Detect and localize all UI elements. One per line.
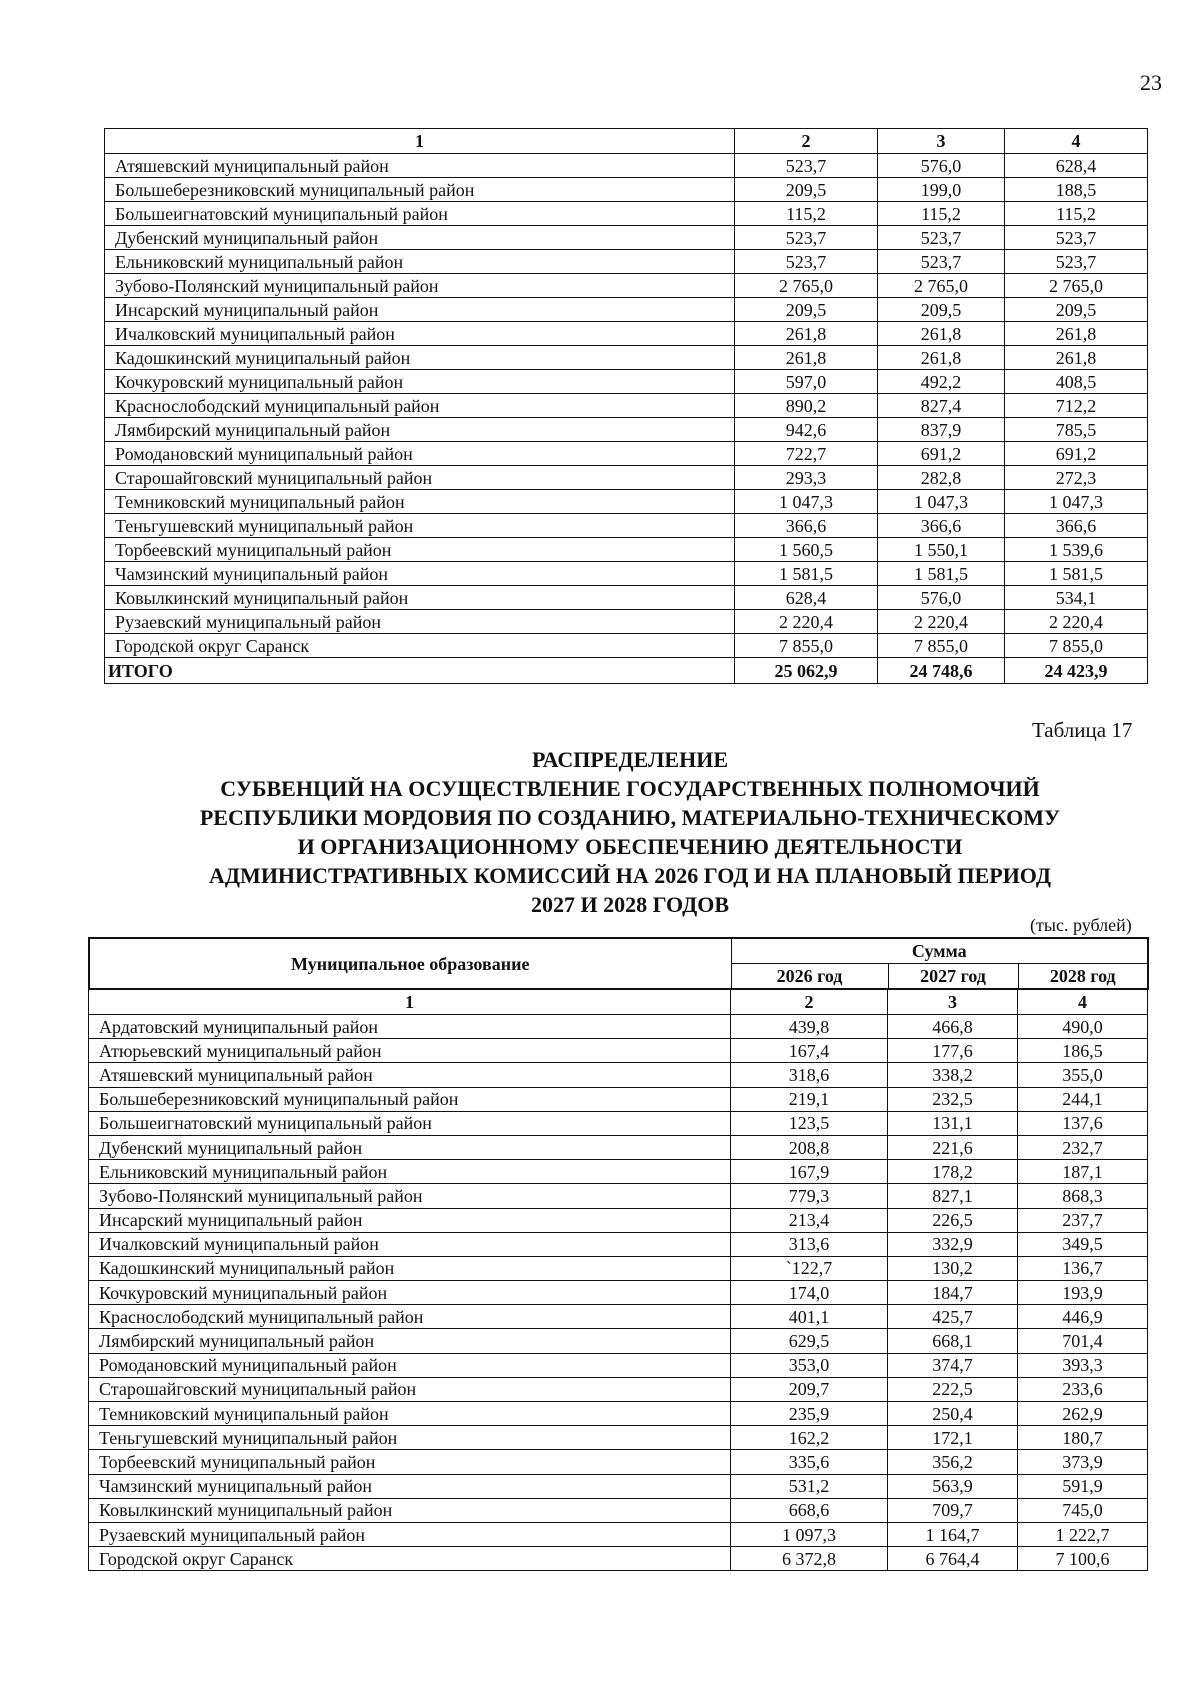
table-row: [105, 370, 1148, 394]
amount-cell: 115,2: [878, 202, 1005, 226]
amount-cell: 531,2: [731, 1474, 888, 1498]
amount-cell: 261,8: [735, 346, 878, 370]
municipality-name: Зубово-Полянский муниципальный район: [105, 274, 735, 298]
title-line: 2027 И 2028 ГОДОВ: [531, 892, 729, 917]
amount-cell: 178,2: [888, 1160, 1018, 1184]
table-row: [89, 1498, 1148, 1522]
municipality-name: Атяшевский муниципальный район: [105, 154, 735, 178]
amount-cell: 261,8: [878, 346, 1005, 370]
header-year: 2028 год: [1018, 964, 1148, 990]
amount-cell: 233,6: [1018, 1377, 1148, 1401]
title-line: РЕСПУБЛИКИ МОРДОВИЯ ПО СОЗДАНИЮ, МАТЕРИАЛЬНО-ТЕХНИЧЕСКОМУ: [199, 805, 1061, 830]
municipality-name: Большеигнатовский муниципальный район: [89, 1111, 731, 1135]
amount-cell: `122,7: [731, 1256, 888, 1280]
amount-cell: 691,2: [878, 442, 1005, 466]
amount-cell: 1 581,5: [878, 562, 1005, 586]
amount-cell: 2 220,4: [1005, 610, 1148, 634]
amount-cell: 318,6: [731, 1063, 888, 1087]
amount-cell: 174,0: [731, 1281, 888, 1305]
table-row: [105, 538, 1148, 562]
amount-cell: 523,7: [1005, 226, 1148, 250]
title-line: АДМИНИСТРАТИВНЫХ КОМИССИЙ НА 2026 ГОД И НА ПЛАНОВЫЙ ПЕРИОД: [209, 863, 1051, 888]
table-row: [105, 634, 1148, 658]
municipality-name: Лямбирский муниципальный район: [105, 418, 735, 442]
header-municipality: Муниципальное образование: [89, 938, 731, 989]
municipality-name: Ковылкинский муниципальный район: [105, 586, 735, 610]
column-number: 4: [1018, 990, 1148, 1015]
amount-cell: 187,1: [1018, 1160, 1148, 1184]
table-row: [89, 1111, 1148, 1135]
table-row: [105, 250, 1148, 274]
amount-cell: 523,7: [878, 250, 1005, 274]
amount-cell: 184,7: [888, 1281, 1018, 1305]
amount-cell: 1 539,6: [1005, 538, 1148, 562]
table-row: [89, 1208, 1148, 1232]
municipality-name: Кочкуровский муниципальный район: [89, 1281, 731, 1305]
municipality-name: Темниковский муниципальный район: [105, 490, 735, 514]
amount-cell: 209,5: [1005, 298, 1148, 322]
amount-cell: 115,2: [1005, 202, 1148, 226]
units-note: (тыс. рублей): [1030, 915, 1132, 935]
municipality-name: Чамзинский муниципальный район: [105, 562, 735, 586]
amount-cell: 355,0: [1018, 1063, 1148, 1087]
amount-cell: 2 220,4: [878, 610, 1005, 634]
amount-cell: 177,6: [888, 1039, 1018, 1063]
amount-cell: 261,8: [1005, 346, 1148, 370]
column-number-row: [89, 990, 1148, 1015]
amount-cell: 1 047,3: [735, 490, 878, 514]
table-row: [105, 154, 1148, 178]
header-sum: Сумма: [731, 938, 1148, 964]
table-row: [89, 1377, 1148, 1401]
table-row: [89, 1426, 1148, 1450]
amount-cell: 335,6: [731, 1450, 888, 1474]
amount-cell: 209,5: [878, 298, 1005, 322]
table-row: [105, 466, 1148, 490]
amount-cell: 629,5: [731, 1329, 888, 1353]
amount-cell: 366,6: [1005, 514, 1148, 538]
amount-cell: 6 372,8: [731, 1547, 888, 1571]
amount-cell: 219,1: [731, 1087, 888, 1111]
amount-cell: 591,9: [1018, 1474, 1148, 1498]
table-row: [105, 562, 1148, 586]
total-amount: 24 748,6: [878, 658, 1005, 684]
amount-cell: 199,0: [878, 178, 1005, 202]
table-row: [89, 1135, 1148, 1159]
amount-cell: 827,4: [878, 394, 1005, 418]
amount-cell: 193,9: [1018, 1281, 1148, 1305]
amount-cell: 408,5: [1005, 370, 1148, 394]
table-row: [89, 1402, 1148, 1426]
amount-cell: 785,5: [1005, 418, 1148, 442]
column-number-row: [105, 129, 1148, 154]
amount-cell: 668,6: [731, 1498, 888, 1522]
amount-cell: 186,5: [1018, 1039, 1148, 1063]
table-row: [89, 1474, 1148, 1498]
amount-cell: 1 550,1: [878, 538, 1005, 562]
amount-cell: 628,4: [735, 586, 878, 610]
municipality-name: Дубенский муниципальный район: [105, 226, 735, 250]
municipality-name: Городской округ Саранск: [89, 1547, 731, 1571]
table-row: [105, 274, 1148, 298]
municipality-name: Краснослободский муниципальный район: [89, 1305, 731, 1329]
amount-cell: 272,3: [1005, 466, 1148, 490]
column-number: 1: [89, 990, 731, 1015]
total-amount: 24 423,9: [1005, 658, 1148, 684]
amount-cell: 7 100,6: [1018, 1547, 1148, 1571]
amount-cell: 745,0: [1018, 1498, 1148, 1522]
municipality-name: Дубенский муниципальный район: [89, 1135, 731, 1159]
amount-cell: 209,7: [731, 1377, 888, 1401]
column-number: 2: [735, 129, 878, 154]
amount-cell: 130,2: [888, 1256, 1018, 1280]
amount-cell: 7 855,0: [735, 634, 878, 658]
table-row: [89, 1184, 1148, 1208]
table-row: [89, 1281, 1148, 1305]
amount-cell: 523,7: [735, 154, 878, 178]
total-row: [105, 658, 1148, 684]
table17-body: [88, 989, 1148, 1571]
table-row: [89, 1039, 1148, 1063]
amount-cell: 523,7: [1005, 250, 1148, 274]
amount-cell: 209,5: [735, 178, 878, 202]
amount-cell: 7 855,0: [1005, 634, 1148, 658]
amount-cell: 232,5: [888, 1087, 1018, 1111]
amount-cell: 353,0: [731, 1353, 888, 1377]
amount-cell: 523,7: [878, 226, 1005, 250]
municipality-name: Кадошкинский муниципальный район: [105, 346, 735, 370]
table-row: [89, 1160, 1148, 1184]
amount-cell: 250,4: [888, 1402, 1018, 1426]
table-row: [105, 418, 1148, 442]
amount-cell: 628,4: [1005, 154, 1148, 178]
amount-cell: 282,8: [878, 466, 1005, 490]
amount-cell: 6 764,4: [888, 1547, 1018, 1571]
total-amount: 25 062,9: [735, 658, 878, 684]
municipality-name: Рузаевский муниципальный район: [105, 610, 735, 634]
amount-cell: 188,5: [1005, 178, 1148, 202]
amount-cell: 262,9: [1018, 1402, 1148, 1426]
amount-cell: 1 047,3: [878, 490, 1005, 514]
amount-cell: 1 581,5: [1005, 562, 1148, 586]
table-row: [105, 178, 1148, 202]
municipality-name: Лямбирский муниципальный район: [89, 1329, 731, 1353]
amount-cell: 208,8: [731, 1135, 888, 1159]
table-row: [89, 1450, 1148, 1474]
municipality-name: Теньгушевский муниципальный район: [105, 514, 735, 538]
amount-cell: 439,8: [731, 1015, 888, 1039]
municipality-name: Ромодановский муниципальный район: [105, 442, 735, 466]
amount-cell: 523,7: [735, 250, 878, 274]
amount-cell: 1 047,3: [1005, 490, 1148, 514]
table-row: [105, 346, 1148, 370]
table-row: [105, 586, 1148, 610]
municipality-name: Торбеевский муниципальный район: [89, 1450, 731, 1474]
amount-cell: 115,2: [735, 202, 878, 226]
table-row: [105, 202, 1148, 226]
municipality-name: Большеигнатовский муниципальный район: [105, 202, 735, 226]
total-label: ИТОГО: [105, 658, 735, 684]
table-continuation: [104, 128, 1148, 684]
municipality-name: Ичалковский муниципальный район: [89, 1232, 731, 1256]
amount-cell: 837,9: [878, 418, 1005, 442]
header-year: 2027 год: [888, 964, 1018, 990]
municipality-name: Инсарский муниципальный район: [105, 298, 735, 322]
amount-cell: 701,4: [1018, 1329, 1148, 1353]
amount-cell: 492,2: [878, 370, 1005, 394]
table-row: [89, 1547, 1148, 1571]
amount-cell: 2 765,0: [735, 274, 878, 298]
municipality-name: Рузаевский муниципальный район: [89, 1522, 731, 1546]
table-row: [105, 226, 1148, 250]
amount-cell: 7 855,0: [878, 634, 1005, 658]
table-row: [89, 1329, 1148, 1353]
table-number-label: Таблица 17: [1032, 718, 1133, 742]
amount-cell: 523,7: [735, 226, 878, 250]
column-number: 4: [1005, 129, 1148, 154]
amount-cell: 356,2: [888, 1450, 1018, 1474]
municipality-name: Ельниковский муниципальный район: [105, 250, 735, 274]
municipality-name: Ельниковский муниципальный район: [89, 1160, 731, 1184]
amount-cell: 576,0: [878, 154, 1005, 178]
amount-cell: 137,6: [1018, 1111, 1148, 1135]
amount-cell: 597,0: [735, 370, 878, 394]
column-number: 2: [731, 990, 888, 1015]
municipality-name: Большеберезниковский муниципальный район: [89, 1087, 731, 1111]
amount-cell: 244,1: [1018, 1087, 1148, 1111]
page-number: 23: [1140, 70, 1162, 95]
municipality-name: Ромодановский муниципальный район: [89, 1353, 731, 1377]
table-row: [105, 442, 1148, 466]
municipality-name: Торбеевский муниципальный район: [105, 538, 735, 562]
amount-cell: 338,2: [888, 1063, 1018, 1087]
table-row: [89, 1305, 1148, 1329]
table-row: [89, 1087, 1148, 1111]
amount-cell: 779,3: [731, 1184, 888, 1208]
column-number: 3: [888, 990, 1018, 1015]
amount-cell: 237,7: [1018, 1208, 1148, 1232]
amount-cell: 1 581,5: [735, 562, 878, 586]
table-row: [89, 1522, 1148, 1546]
table-row: [89, 1063, 1148, 1087]
amount-cell: 226,5: [888, 1208, 1018, 1232]
header-year: 2026 год: [731, 964, 888, 990]
amount-cell: 534,1: [1005, 586, 1148, 610]
municipality-name: Краснослободский муниципальный район: [105, 394, 735, 418]
column-number: 1: [105, 129, 735, 154]
title-line: И ОРГАНИЗАЦИОННОМУ ОБЕСПЕЧЕНИЮ ДЕЯТЕЛЬНОСТИ: [297, 834, 963, 859]
amount-cell: 1 097,3: [731, 1522, 888, 1546]
amount-cell: 1 164,7: [888, 1522, 1018, 1546]
amount-cell: 374,7: [888, 1353, 1018, 1377]
table-row: [89, 1232, 1148, 1256]
amount-cell: 466,8: [888, 1015, 1018, 1039]
amount-cell: 446,9: [1018, 1305, 1148, 1329]
column-number: 3: [878, 129, 1005, 154]
amount-cell: 213,4: [731, 1208, 888, 1232]
amount-cell: 366,6: [878, 514, 1005, 538]
table-row: [105, 322, 1148, 346]
amount-cell: 232,7: [1018, 1135, 1148, 1159]
municipality-name: Чамзинский муниципальный район: [89, 1474, 731, 1498]
amount-cell: 425,7: [888, 1305, 1018, 1329]
municipality-name: Зубово-Полянский муниципальный район: [89, 1184, 731, 1208]
municipality-name: Теньгушевский муниципальный район: [89, 1426, 731, 1450]
amount-cell: 261,8: [878, 322, 1005, 346]
table-row: [105, 514, 1148, 538]
municipality-name: Ичалковский муниципальный район: [105, 322, 735, 346]
amount-cell: 167,4: [731, 1039, 888, 1063]
amount-cell: 366,6: [735, 514, 878, 538]
municipality-name: Кадошкинский муниципальный район: [89, 1256, 731, 1280]
title-line: РАСПРЕДЕЛЕНИЕ: [531, 747, 728, 772]
amount-cell: 401,1: [731, 1305, 888, 1329]
amount-cell: 2 220,4: [735, 610, 878, 634]
municipality-name: Инсарский муниципальный район: [89, 1208, 731, 1232]
municipality-name: Кочкуровский муниципальный район: [105, 370, 735, 394]
amount-cell: 313,6: [731, 1232, 888, 1256]
amount-cell: 2 765,0: [878, 274, 1005, 298]
amount-cell: 162,2: [731, 1426, 888, 1450]
amount-cell: 942,6: [735, 418, 878, 442]
table-title: [150, 745, 1110, 919]
municipality-name: Городской округ Саранск: [105, 634, 735, 658]
table-row: [105, 298, 1148, 322]
amount-cell: 172,1: [888, 1426, 1018, 1450]
table-row: [89, 1015, 1148, 1039]
amount-cell: 349,5: [1018, 1232, 1148, 1256]
table-row: [105, 394, 1148, 418]
municipality-name: Ковылкинский муниципальный район: [89, 1498, 731, 1522]
amount-cell: 1 560,5: [735, 538, 878, 562]
amount-cell: 827,1: [888, 1184, 1018, 1208]
amount-cell: 1 222,7: [1018, 1522, 1148, 1546]
municipality-name: Ардатовский муниципальный район: [89, 1015, 731, 1039]
amount-cell: 180,7: [1018, 1426, 1148, 1450]
amount-cell: 868,3: [1018, 1184, 1148, 1208]
table-row: [89, 1256, 1148, 1280]
amount-cell: 167,9: [731, 1160, 888, 1184]
amount-cell: 490,0: [1018, 1015, 1148, 1039]
amount-cell: 222,5: [888, 1377, 1018, 1401]
amount-cell: 576,0: [878, 586, 1005, 610]
table-row: [105, 490, 1148, 514]
amount-cell: 332,9: [888, 1232, 1018, 1256]
amount-cell: 235,9: [731, 1402, 888, 1426]
amount-cell: 722,7: [735, 442, 878, 466]
amount-cell: 221,6: [888, 1135, 1018, 1159]
amount-cell: 261,8: [735, 322, 878, 346]
amount-cell: 709,7: [888, 1498, 1018, 1522]
amount-cell: 563,9: [888, 1474, 1018, 1498]
municipality-name: Темниковский муниципальный район: [89, 1402, 731, 1426]
municipality-name: Большеберезниковский муниципальный район: [105, 178, 735, 202]
table17-header: [88, 937, 1149, 990]
title-line: СУБВЕНЦИЙ НА ОСУЩЕСТВЛЕНИЕ ГОСУДАРСТВЕННЫХ ПОЛНОМОЧИЙ: [220, 776, 1040, 801]
amount-cell: 209,5: [735, 298, 878, 322]
amount-cell: 890,2: [735, 394, 878, 418]
amount-cell: 373,9: [1018, 1450, 1148, 1474]
municipality-name: Атюрьевский муниципальный район: [89, 1039, 731, 1063]
amount-cell: 691,2: [1005, 442, 1148, 466]
amount-cell: 2 765,0: [1005, 274, 1148, 298]
amount-cell: 123,5: [731, 1111, 888, 1135]
amount-cell: 261,8: [1005, 322, 1148, 346]
municipality-name: Старошайговский муниципальный район: [89, 1377, 731, 1401]
table-row: [105, 610, 1148, 634]
amount-cell: 293,3: [735, 466, 878, 490]
municipality-name: Старошайговский муниципальный район: [105, 466, 735, 490]
amount-cell: 393,3: [1018, 1353, 1148, 1377]
municipality-name: Атяшевский муниципальный район: [89, 1063, 731, 1087]
table-row: [89, 1353, 1148, 1377]
amount-cell: 136,7: [1018, 1256, 1148, 1280]
amount-cell: 712,2: [1005, 394, 1148, 418]
amount-cell: 131,1: [888, 1111, 1018, 1135]
amount-cell: 668,1: [888, 1329, 1018, 1353]
